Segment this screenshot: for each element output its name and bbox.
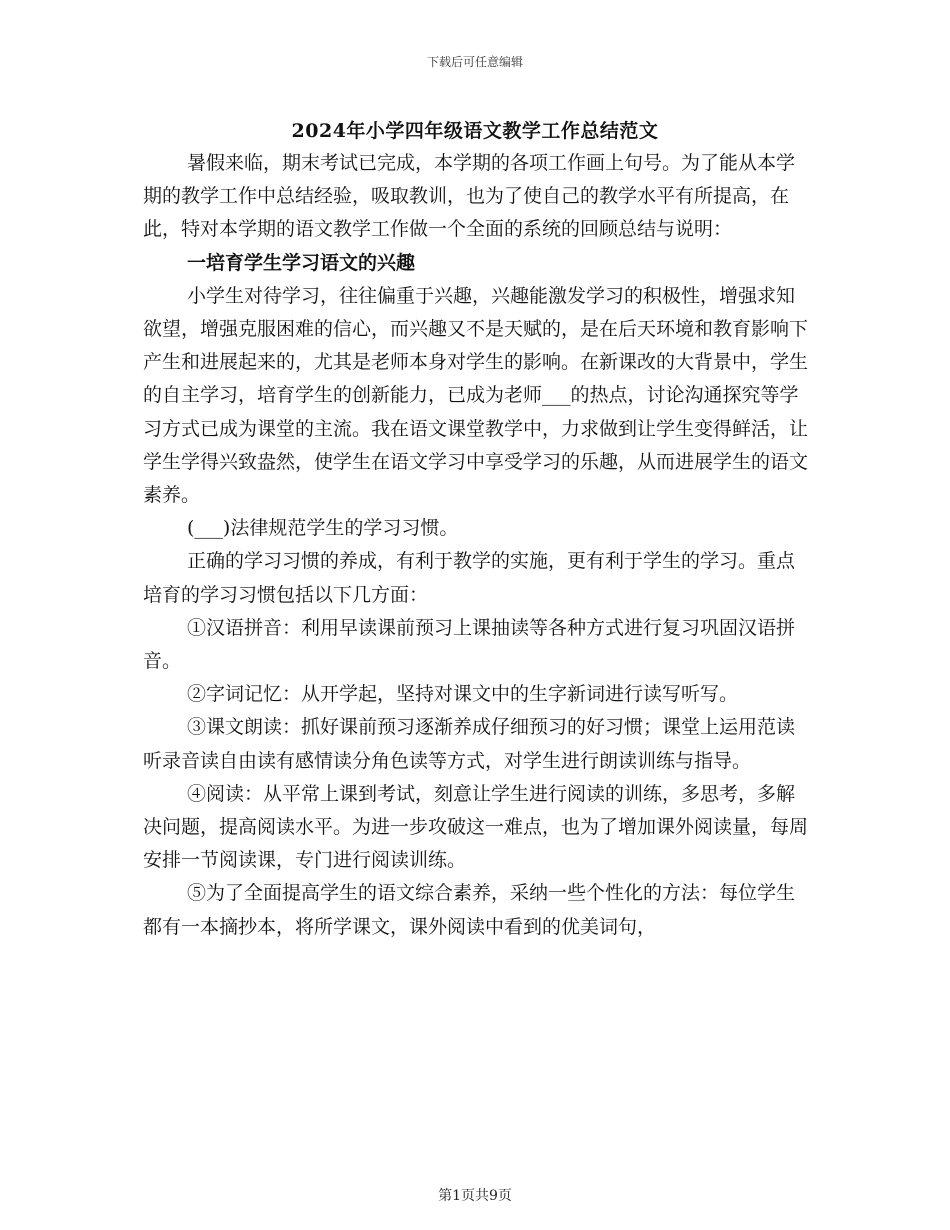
page-footer: 第1页共9页 xyxy=(438,1188,512,1204)
list-item-reading: ④阅读：从平常上课到考试，刻意让学生进行阅读的训练，多思考，多解决问题，提高阅读水平。为进一步攻破这一难点，也为了增加课外阅读量，每周安排一节阅读课，专门进行阅读训练。 xyxy=(143,782,809,872)
page-header: 下载后可任意编辑 xyxy=(426,55,523,69)
document-title: 2024年小学四年级语文教学工作总结范文 xyxy=(291,120,659,142)
subheading-habits: (___)法律规范学生的学习习惯。 xyxy=(187,517,459,540)
paragraph-intro: 暑假来临，期末考试已完成，本学期的各项工作画上句号。为了能从本学期的教学工作中总结经验，吸取教训，也为了使自己的教学水平有所提高，在此，特对本学期的语文教学工作做一个全面的系统的回顾总结与说明： xyxy=(143,152,796,241)
list-item-reading-aloud: ③课文朗读：抓好课前预习逐渐养成仔细预习的好习惯；课堂上运用范读听录音读自由读有感情读分角色读等方式，对学生进行朗读训练与指导。 xyxy=(143,716,796,772)
paragraph-interest: 小学生对待学习，往往偏重于兴趣，兴趣能激发学习的积极性，增强求知欲望，增强克服困难的信心，而兴趣又不是天赋的，是在后天环境和教育影响下产生和进展起来的，尤其是老师本身对学生的影响。在新课改的大背景中，学生的自主学习，培育学生的创新能力，已成为老师___的热点，讨论沟通探究等学习方式已成为课堂的主流。我在语文课堂教学中，力求做到让学生变得鲜活，让学生学得兴致盎然，使学生在语文学习中享受学习的乐趣，从而进展学生的语文素养。 xyxy=(143,284,809,507)
section-heading: 一培育学生学习语文的兴趣 xyxy=(187,251,416,274)
list-item-pinyin: ①汉语拼音：利用早读课前预习上课抽读等各种方式进行复习巩固汉语拼音。 xyxy=(143,616,796,673)
paragraph-habits: 正确的学习习惯的养成，有利于教学的实施，更有利于学生的学习。重点培育的学习习惯包括以下几方面： xyxy=(143,550,796,606)
list-item-literacy: ⑤为了全面提高学生的语文综合素养，采纳一些个性化的方法：每位学生都有一本摘抄本，将所学课文，课外阅读中看到的优美词句， xyxy=(143,882,796,938)
document-body xyxy=(143,147,813,944)
list-item-vocabulary: ②字词记忆：从开学起，坚持对课文中的生字新词进行读写听写。 xyxy=(187,683,739,706)
